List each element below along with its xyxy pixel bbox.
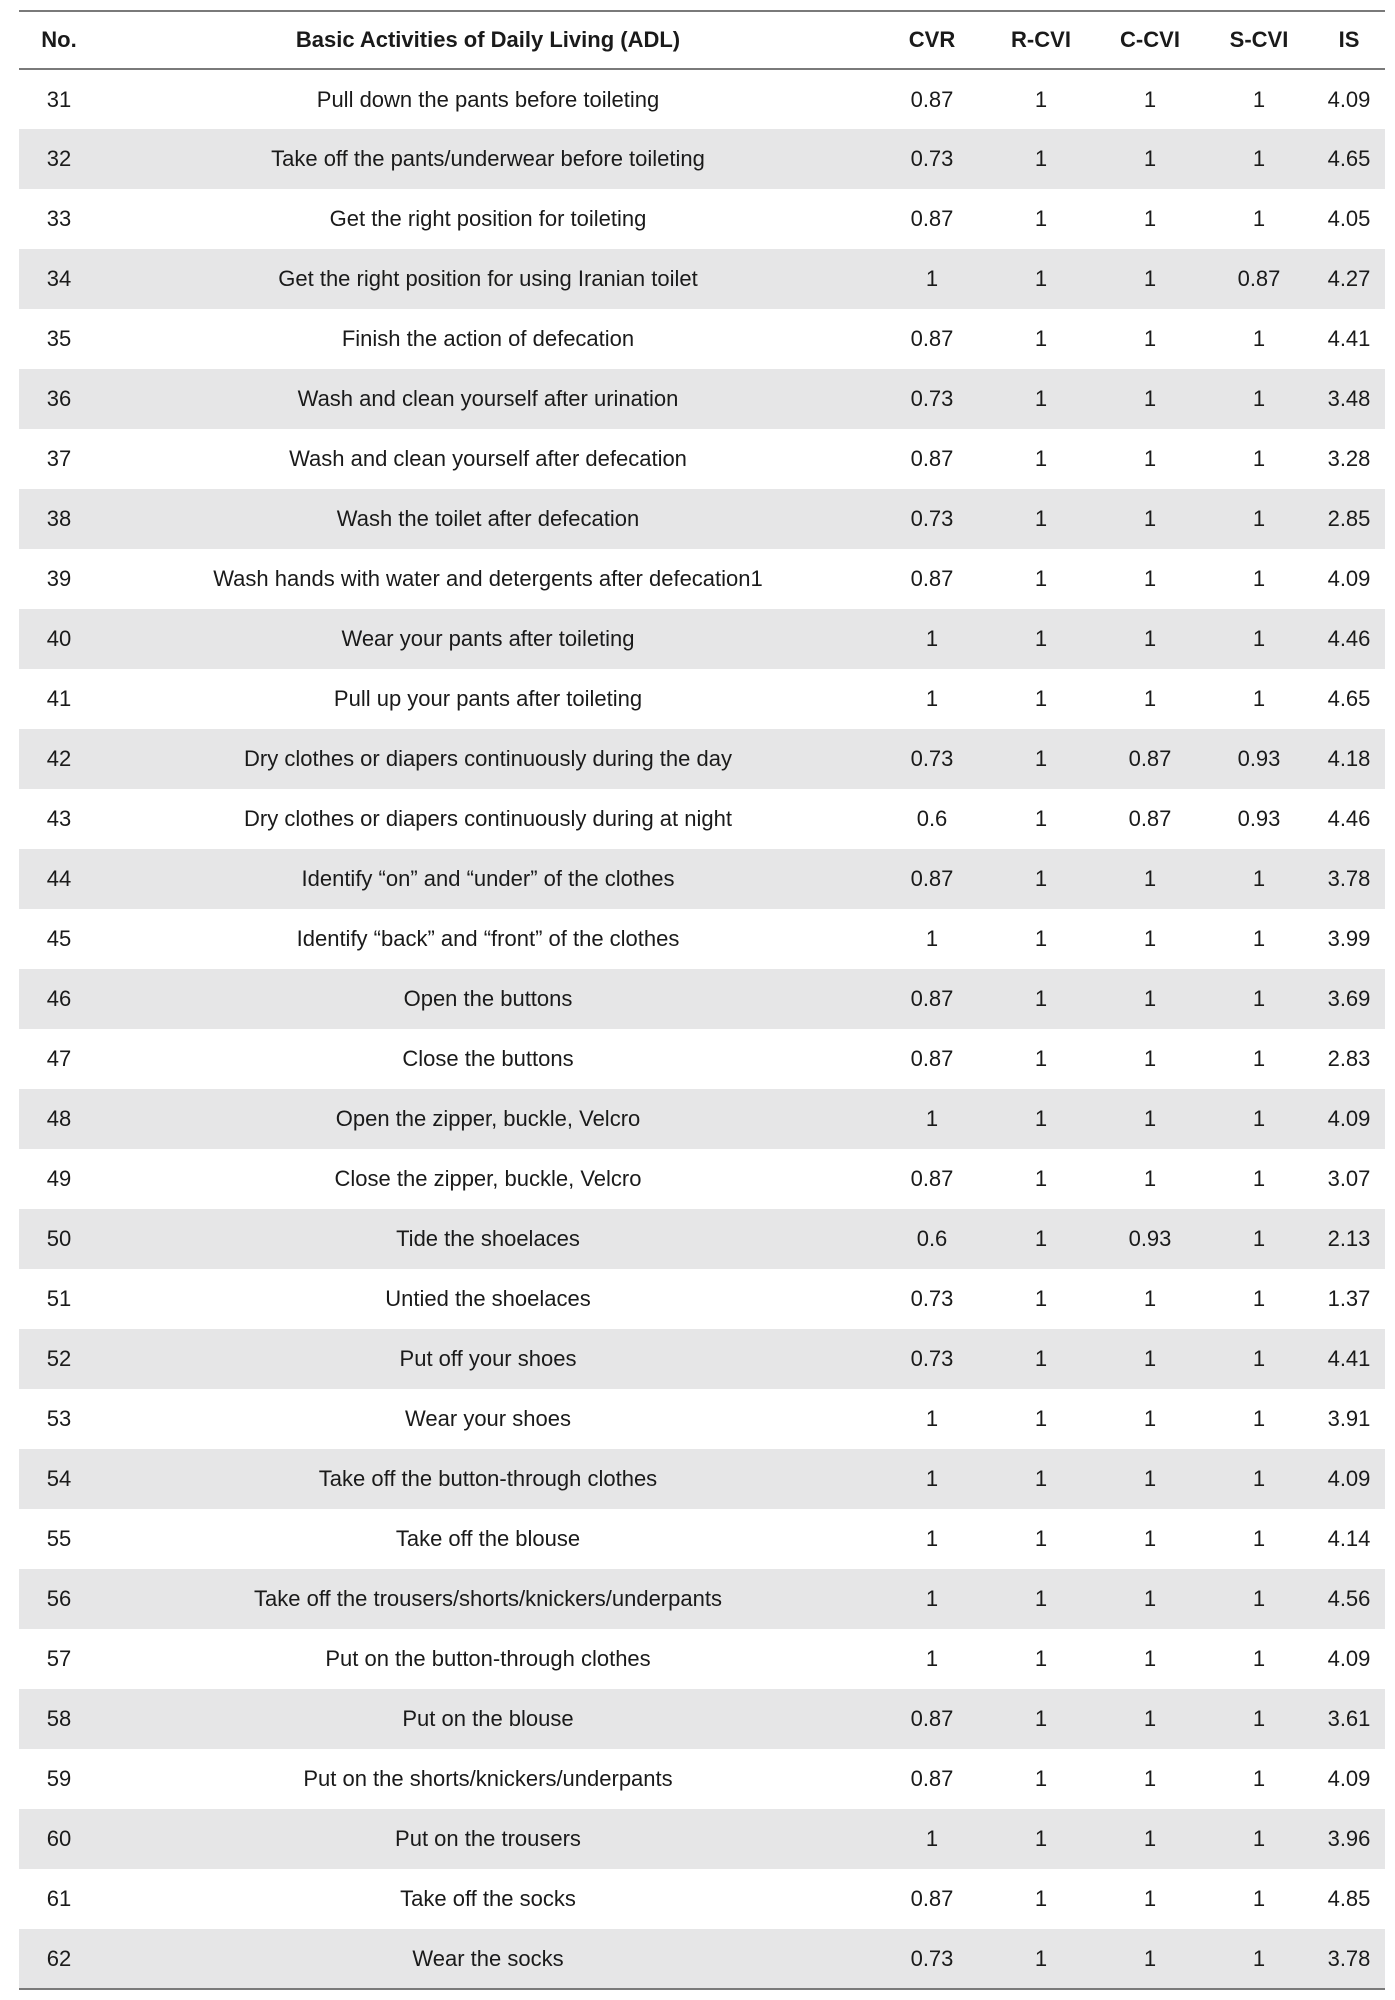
cell-c-cvi: 1 bbox=[1143, 1766, 1157, 1791]
cell-activity: Untied the shoelaces bbox=[385, 1286, 591, 1311]
cell-r-cvi: 1 bbox=[987, 1089, 1095, 1149]
table-row bbox=[19, 1089, 1385, 1149]
table-row bbox=[19, 1689, 1385, 1749]
cell-activity: Put on the trousers bbox=[99, 1809, 877, 1869]
table-row bbox=[19, 849, 1385, 909]
cell-s-cvi: 1 bbox=[1252, 1646, 1266, 1671]
cell-c-cvi: 1 bbox=[1095, 969, 1205, 1029]
cell-s-cvi: 1 bbox=[1205, 489, 1313, 549]
cell-cvr: 1 bbox=[925, 1526, 939, 1551]
cell-s-cvi: 1 bbox=[1252, 86, 1266, 112]
cell-cvr: 1 bbox=[877, 609, 987, 669]
cell-is: 4.46 bbox=[1327, 806, 1371, 831]
cell-r-cvi: 1 bbox=[1034, 926, 1048, 951]
cell-r-cvi: 1 bbox=[987, 729, 1095, 789]
cell-r-cvi: 1 bbox=[987, 249, 1095, 309]
cell-activity: Wear your pants after toileting bbox=[99, 609, 877, 669]
cell-cvr: 0.87 bbox=[910, 1046, 954, 1071]
cell-is: 3.48 bbox=[1313, 369, 1385, 429]
cell-no: 49 bbox=[46, 1166, 72, 1191]
table-row bbox=[19, 1569, 1385, 1629]
cell-no: 52 bbox=[19, 1329, 99, 1389]
cell-c-cvi: 1 bbox=[1095, 1329, 1205, 1389]
cell-s-cvi: 1 bbox=[1252, 446, 1266, 471]
table-row bbox=[19, 369, 1385, 429]
table-row bbox=[19, 1209, 1385, 1269]
table-row bbox=[19, 1809, 1385, 1869]
table-row bbox=[19, 1149, 1385, 1209]
cell-no: 45 bbox=[46, 926, 72, 951]
cell-activity: Get the right position for toileting bbox=[329, 206, 647, 231]
cell-no: 59 bbox=[46, 1766, 72, 1791]
table-body bbox=[19, 69, 1385, 1989]
cell-no: 47 bbox=[46, 1046, 72, 1071]
table-row bbox=[19, 489, 1385, 549]
cell-no: 33 bbox=[46, 206, 72, 231]
cell-is: 4.05 bbox=[1327, 206, 1371, 231]
cell-s-cvi: 1 bbox=[1205, 1809, 1313, 1869]
cell-c-cvi: 1 bbox=[1143, 206, 1157, 231]
cell-no: 42 bbox=[19, 729, 99, 789]
cell-r-cvi: 1 bbox=[1034, 686, 1048, 711]
cell-is: 3.99 bbox=[1327, 926, 1371, 951]
cell-r-cvi: 1 bbox=[987, 1809, 1095, 1869]
cell-s-cvi: 1 bbox=[1252, 926, 1266, 951]
cell-no: 62 bbox=[19, 1929, 99, 1989]
cell-no: 34 bbox=[19, 249, 99, 309]
cell-no: 36 bbox=[19, 369, 99, 429]
cell-r-cvi: 1 bbox=[987, 609, 1095, 669]
cell-s-cvi: 1 bbox=[1252, 566, 1266, 591]
cell-is: 2.13 bbox=[1313, 1209, 1385, 1269]
table-row bbox=[19, 1449, 1385, 1509]
cell-is: 4.09 bbox=[1327, 86, 1371, 112]
cell-cvr: 0.73 bbox=[877, 369, 987, 429]
cell-r-cvi: 1 bbox=[987, 1209, 1095, 1269]
table-row bbox=[19, 249, 1385, 309]
cell-activity: Tide the shoelaces bbox=[99, 1209, 877, 1269]
cell-r-cvi: 1 bbox=[1034, 86, 1048, 112]
cell-is: 3.96 bbox=[1313, 1809, 1385, 1869]
cell-s-cvi: 1 bbox=[1205, 1569, 1313, 1629]
cell-cvr: 0.73 bbox=[877, 129, 987, 189]
cell-cvr: 1 bbox=[877, 249, 987, 309]
cell-no: 53 bbox=[46, 1406, 72, 1431]
cell-activity: Dry clothes or diapers continuously during the day bbox=[99, 729, 877, 789]
cell-s-cvi: 1 bbox=[1205, 609, 1313, 669]
cell-c-cvi: 1 bbox=[1143, 1166, 1157, 1191]
cell-is: 3.28 bbox=[1327, 446, 1371, 471]
cell-r-cvi: 1 bbox=[987, 1929, 1095, 1989]
cell-s-cvi: 0.93 bbox=[1205, 729, 1313, 789]
cell-cvr: 0.87 bbox=[910, 446, 954, 471]
cell-activity: Get the right position for using Iranian toilet bbox=[99, 249, 877, 309]
cell-activity: Take off the pants/underwear before toileting bbox=[99, 129, 877, 189]
cell-no: 54 bbox=[19, 1449, 99, 1509]
cell-cvr: 1 bbox=[877, 1089, 987, 1149]
cell-s-cvi: 1 bbox=[1205, 369, 1313, 429]
cell-is: 4.41 bbox=[1313, 1329, 1385, 1389]
cell-cvr: 1 bbox=[877, 1809, 987, 1869]
cell-s-cvi: 1 bbox=[1252, 1766, 1266, 1791]
cell-cvr: 0.87 bbox=[910, 566, 954, 591]
cell-activity: Open the zipper, buckle, Velcro bbox=[99, 1089, 877, 1149]
cell-c-cvi: 1 bbox=[1143, 686, 1157, 711]
cell-r-cvi: 1 bbox=[1034, 1766, 1048, 1791]
table-header bbox=[19, 11, 1385, 69]
cell-is: 3.78 bbox=[1313, 849, 1385, 909]
cell-no: 48 bbox=[19, 1089, 99, 1149]
cell-no: 40 bbox=[19, 609, 99, 669]
cell-is: 4.09 bbox=[1327, 1646, 1371, 1671]
cell-cvr: 0.87 bbox=[910, 1886, 954, 1911]
cell-s-cvi: 1 bbox=[1205, 1089, 1313, 1149]
cell-is: 2.83 bbox=[1327, 1046, 1371, 1071]
cell-activity: Close the zipper, buckle, Velcro bbox=[334, 1166, 642, 1191]
table-row bbox=[19, 189, 1385, 249]
cell-s-cvi: 0.93 bbox=[1237, 806, 1281, 831]
cell-cvr: 0.73 bbox=[877, 1929, 987, 1989]
cell-no: 32 bbox=[19, 129, 99, 189]
cell-s-cvi: 1 bbox=[1252, 686, 1266, 711]
cell-cvr: 0.73 bbox=[877, 1329, 987, 1389]
cell-r-cvi: 1 bbox=[1034, 566, 1048, 591]
cell-c-cvi: 1 bbox=[1143, 1046, 1157, 1071]
cell-no: 39 bbox=[46, 566, 72, 591]
cell-r-cvi: 1 bbox=[1034, 1526, 1048, 1551]
cell-cvr: 0.73 bbox=[877, 729, 987, 789]
table-row bbox=[19, 429, 1385, 489]
cell-r-cvi: 1 bbox=[1034, 1646, 1048, 1671]
cell-s-cvi: 1 bbox=[1205, 1929, 1313, 1989]
cell-no: 50 bbox=[19, 1209, 99, 1269]
cell-is: 4.27 bbox=[1313, 249, 1385, 309]
cell-is: 4.56 bbox=[1313, 1569, 1385, 1629]
cell-cvr: 0.87 bbox=[877, 969, 987, 1029]
cell-no: 41 bbox=[46, 686, 72, 711]
cell-is: 1.37 bbox=[1327, 1286, 1371, 1311]
cell-activity: Wash and clean yourself after urination bbox=[99, 369, 877, 429]
cell-c-cvi: 1 bbox=[1095, 1809, 1205, 1869]
cell-s-cvi: 1 bbox=[1205, 1209, 1313, 1269]
cell-s-cvi: 1 bbox=[1205, 849, 1313, 909]
header-adl: Basic Activities of Daily Living (ADL) bbox=[99, 11, 877, 69]
cell-s-cvi: 1 bbox=[1205, 1329, 1313, 1389]
cell-r-cvi: 1 bbox=[1034, 1286, 1048, 1311]
cell-s-cvi: 1 bbox=[1205, 969, 1313, 1029]
cell-no: 43 bbox=[46, 806, 72, 831]
cell-s-cvi: 1 bbox=[1205, 1449, 1313, 1509]
cell-activity: Dry clothes or diapers continuously during at night bbox=[244, 806, 732, 831]
cell-no: 58 bbox=[19, 1689, 99, 1749]
cell-activity: Open the buttons bbox=[99, 969, 877, 1029]
cell-no: 56 bbox=[19, 1569, 99, 1629]
header-s-cvi: S-CVI bbox=[1205, 11, 1313, 69]
cell-is: 4.65 bbox=[1313, 129, 1385, 189]
cell-no: 38 bbox=[19, 489, 99, 549]
cell-s-cvi: 1 bbox=[1252, 1046, 1266, 1071]
cell-r-cvi: 1 bbox=[987, 369, 1095, 429]
cell-c-cvi: 1 bbox=[1143, 1886, 1157, 1911]
header-c-cvi: C-CVI bbox=[1095, 11, 1205, 69]
cell-activity: Wash hands with water and detergents after defecation1 bbox=[213, 566, 763, 591]
cell-activity: Take off the socks bbox=[400, 1886, 576, 1911]
cell-is: 4.09 bbox=[1327, 1766, 1371, 1791]
cell-activity: Put on the button-through clothes bbox=[325, 1646, 651, 1671]
cell-cvr: 0.73 bbox=[910, 1286, 954, 1311]
table-row bbox=[19, 1329, 1385, 1389]
table-row bbox=[19, 789, 1385, 849]
cell-cvr: 0.6 bbox=[877, 1209, 987, 1269]
cell-cvr: 0.87 bbox=[877, 1689, 987, 1749]
cell-activity: Take off the blouse bbox=[395, 1526, 581, 1551]
cell-c-cvi: 1 bbox=[1095, 129, 1205, 189]
cell-r-cvi: 1 bbox=[987, 1449, 1095, 1509]
table-row bbox=[19, 729, 1385, 789]
cell-c-cvi: 1 bbox=[1095, 849, 1205, 909]
table-row bbox=[19, 909, 1385, 969]
cell-cvr: 0.87 bbox=[877, 849, 987, 909]
cell-c-cvi: 1 bbox=[1143, 86, 1157, 112]
cell-cvr: 0.6 bbox=[916, 806, 948, 831]
cell-is: 4.85 bbox=[1327, 1886, 1371, 1911]
table-row bbox=[19, 1869, 1385, 1929]
cell-r-cvi: 1 bbox=[1034, 1166, 1048, 1191]
table-row bbox=[19, 549, 1385, 609]
cell-is: 3.61 bbox=[1313, 1689, 1385, 1749]
cell-no: 61 bbox=[46, 1886, 72, 1911]
cell-cvr: 1 bbox=[925, 1406, 939, 1431]
cell-no: 57 bbox=[46, 1646, 72, 1671]
cell-activity: Wash and clean yourself after defecation bbox=[289, 446, 687, 471]
cell-s-cvi: 1 bbox=[1205, 1689, 1313, 1749]
cell-r-cvi: 1 bbox=[987, 1689, 1095, 1749]
cell-is: 4.65 bbox=[1327, 686, 1371, 711]
header-cvr: CVR bbox=[877, 11, 987, 69]
cell-c-cvi: 1 bbox=[1095, 1449, 1205, 1509]
cell-activity: Put off your shoes bbox=[99, 1329, 877, 1389]
table-row bbox=[19, 1749, 1385, 1809]
cell-no: 35 bbox=[46, 326, 72, 351]
cell-no: 37 bbox=[46, 446, 72, 471]
cell-c-cvi: 1 bbox=[1095, 609, 1205, 669]
cell-r-cvi: 1 bbox=[987, 849, 1095, 909]
cell-is: 3.07 bbox=[1327, 1166, 1371, 1191]
cell-no: 60 bbox=[19, 1809, 99, 1869]
cell-r-cvi: 1 bbox=[1034, 326, 1048, 351]
cell-r-cvi: 1 bbox=[1034, 1886, 1048, 1911]
cell-r-cvi: 1 bbox=[1034, 1046, 1048, 1071]
cell-activity: Pull up your pants after toileting bbox=[333, 686, 643, 711]
cell-c-cvi: 1 bbox=[1095, 1569, 1205, 1629]
table-row bbox=[19, 669, 1385, 729]
table-row bbox=[19, 969, 1385, 1029]
header-r-cvi: R-CVI bbox=[987, 11, 1095, 69]
table-row bbox=[19, 309, 1385, 369]
cell-c-cvi: 1 bbox=[1143, 446, 1157, 471]
cell-c-cvi: 1 bbox=[1095, 489, 1205, 549]
cell-activity: Close the buttons bbox=[402, 1046, 574, 1071]
cell-cvr: 0.73 bbox=[877, 489, 987, 549]
cell-is: 3.91 bbox=[1327, 1406, 1371, 1431]
table-row bbox=[19, 1389, 1385, 1449]
cell-r-cvi: 1 bbox=[987, 489, 1095, 549]
cell-c-cvi: 0.93 bbox=[1095, 1209, 1205, 1269]
cell-s-cvi: 1 bbox=[1252, 326, 1266, 351]
cell-r-cvi: 1 bbox=[987, 969, 1095, 1029]
cell-c-cvi: 1 bbox=[1143, 566, 1157, 591]
cell-activity: Take off the button-through clothes bbox=[99, 1449, 877, 1509]
table-row bbox=[19, 1269, 1385, 1329]
table-row bbox=[19, 129, 1385, 189]
cell-cvr: 0.87 bbox=[910, 1166, 954, 1191]
table-row bbox=[19, 1509, 1385, 1569]
cell-s-cvi: 1 bbox=[1252, 1886, 1266, 1911]
cell-r-cvi: 1 bbox=[987, 129, 1095, 189]
cell-c-cvi: 1 bbox=[1095, 249, 1205, 309]
cell-s-cvi: 1 bbox=[1252, 1526, 1266, 1551]
cell-s-cvi: 1 bbox=[1252, 1286, 1266, 1311]
cell-c-cvi: 1 bbox=[1095, 1929, 1205, 1989]
header-is: IS bbox=[1313, 11, 1385, 69]
cell-cvr: 1 bbox=[925, 1646, 939, 1671]
cell-c-cvi: 1 bbox=[1095, 1689, 1205, 1749]
header-no: No. bbox=[19, 11, 99, 69]
cell-c-cvi: 1 bbox=[1095, 369, 1205, 429]
table-row bbox=[19, 1029, 1385, 1089]
adl-table bbox=[19, 10, 1385, 1990]
cell-is: 4.46 bbox=[1313, 609, 1385, 669]
cell-activity: Identify “back” and “front” of the clothes bbox=[296, 926, 680, 951]
cell-cvr: 0.87 bbox=[910, 1766, 954, 1791]
cell-activity: Put on the blouse bbox=[99, 1689, 877, 1749]
cell-cvr: 1 bbox=[925, 926, 939, 951]
cell-s-cvi: 1 bbox=[1252, 206, 1266, 231]
cell-no: 55 bbox=[46, 1526, 72, 1551]
cell-r-cvi: 1 bbox=[1034, 806, 1048, 831]
cell-r-cvi: 1 bbox=[1034, 446, 1048, 471]
cell-is: 3.69 bbox=[1313, 969, 1385, 1029]
cell-cvr: 0.87 bbox=[910, 326, 954, 351]
header-row bbox=[19, 11, 1385, 69]
cell-no: 31 bbox=[46, 86, 72, 112]
cell-activity: Pull down the pants before toileting bbox=[316, 86, 660, 112]
cell-r-cvi: 1 bbox=[1034, 206, 1048, 231]
cell-s-cvi: 1 bbox=[1252, 1166, 1266, 1191]
cell-is: 4.09 bbox=[1313, 1449, 1385, 1509]
cell-is: 4.18 bbox=[1313, 729, 1385, 789]
cell-activity: Take off the trousers/shorts/knickers/underpants bbox=[99, 1569, 877, 1629]
cell-is: 4.41 bbox=[1327, 326, 1371, 351]
cell-r-cvi: 1 bbox=[1034, 1406, 1048, 1431]
cell-c-cvi: 1 bbox=[1143, 926, 1157, 951]
cell-no: 44 bbox=[19, 849, 99, 909]
table-row bbox=[19, 1629, 1385, 1689]
cell-is: 4.14 bbox=[1327, 1526, 1371, 1551]
table-row bbox=[19, 609, 1385, 669]
cell-is: 4.09 bbox=[1313, 1089, 1385, 1149]
cell-activity: Wear your shoes bbox=[405, 1406, 571, 1431]
cell-is: 2.85 bbox=[1313, 489, 1385, 549]
cell-c-cvi: 0.87 bbox=[1128, 806, 1172, 831]
cell-cvr: 0.87 bbox=[910, 86, 954, 112]
cell-c-cvi: 1 bbox=[1143, 1526, 1157, 1551]
cell-activity: Wear the socks bbox=[99, 1929, 877, 1989]
cell-no: 51 bbox=[46, 1286, 72, 1311]
cell-c-cvi: 1 bbox=[1143, 326, 1157, 351]
cell-activity: Put on the shorts/knickers/underpants bbox=[303, 1766, 673, 1791]
cell-activity: Finish the action of defecation bbox=[341, 326, 635, 351]
cell-activity: Identify “on” and “under” of the clothes bbox=[99, 849, 877, 909]
cell-r-cvi: 1 bbox=[987, 1329, 1095, 1389]
adl-table-container bbox=[19, 10, 1385, 1990]
table-row bbox=[19, 1929, 1385, 1989]
cell-s-cvi: 1 bbox=[1205, 129, 1313, 189]
cell-activity: Wash the toilet after defecation bbox=[99, 489, 877, 549]
cell-c-cvi: 1 bbox=[1095, 1089, 1205, 1149]
cell-s-cvi: 1 bbox=[1252, 1406, 1266, 1431]
cell-is: 4.09 bbox=[1327, 566, 1371, 591]
cell-c-cvi: 1 bbox=[1143, 1286, 1157, 1311]
cell-s-cvi: 0.87 bbox=[1205, 249, 1313, 309]
cell-cvr: 1 bbox=[925, 686, 939, 711]
table-row bbox=[19, 69, 1385, 129]
cell-no: 46 bbox=[19, 969, 99, 1029]
cell-is: 3.78 bbox=[1313, 1929, 1385, 1989]
cell-cvr: 0.87 bbox=[910, 206, 954, 231]
cell-r-cvi: 1 bbox=[987, 1569, 1095, 1629]
cell-c-cvi: 0.87 bbox=[1095, 729, 1205, 789]
cell-c-cvi: 1 bbox=[1143, 1646, 1157, 1671]
cell-c-cvi: 1 bbox=[1143, 1406, 1157, 1431]
cell-cvr: 1 bbox=[877, 1569, 987, 1629]
cell-cvr: 1 bbox=[877, 1449, 987, 1509]
